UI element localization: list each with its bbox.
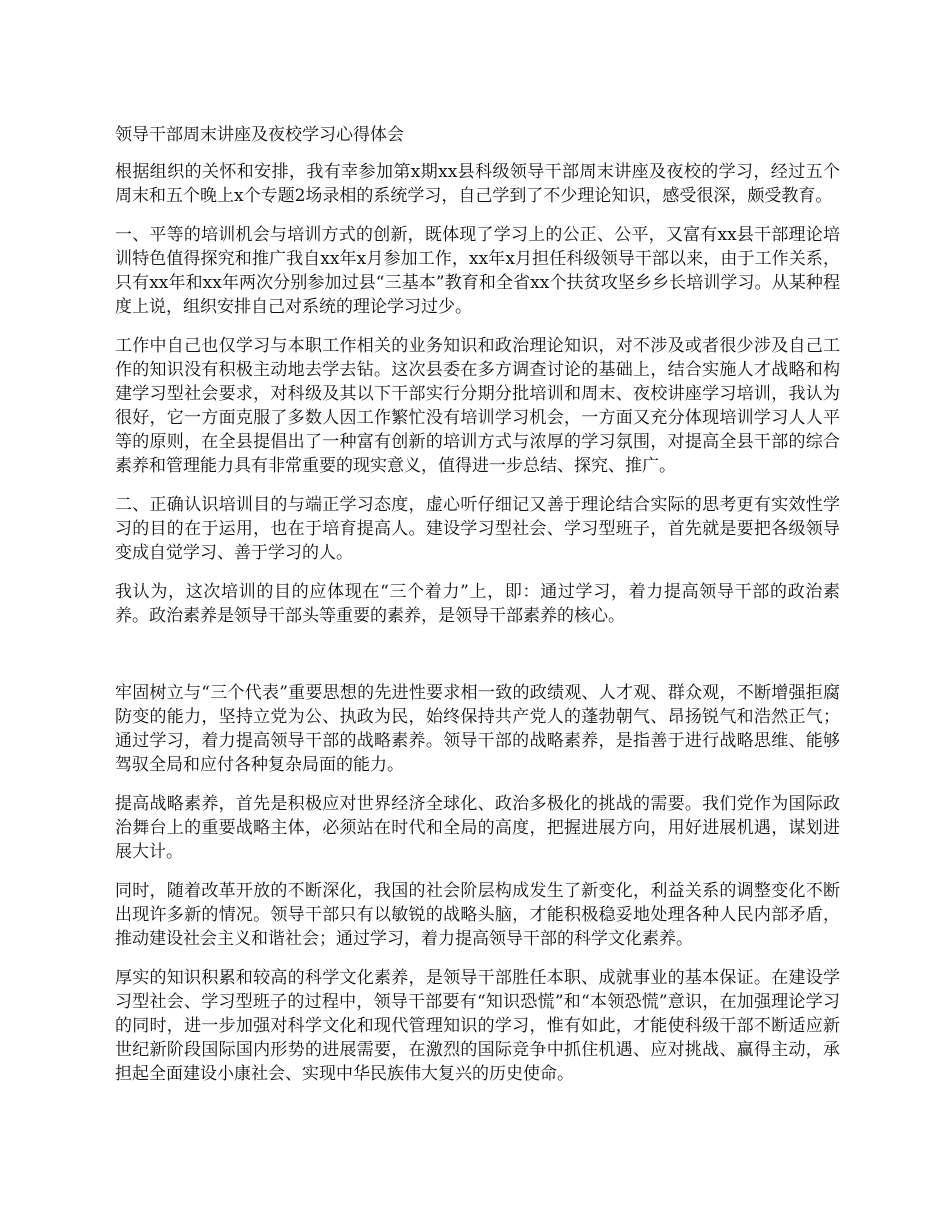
paragraph: 工作中自己也仅学习与本职工作相关的业务知识和政治理论知识，对不涉及或者很少涉及自己工作的知识没有积极主动地去学去钻。这次县委在多方调查讨论的基础上，结合实施人才战略和构建学习型社会要求，对科级及其以下干部实行分期分批培训和周末、夜校讲座学习培训，我认为很好，它一方面克服了多数人因工作繁忙没有培训学习机会，一方面又充分体现培训学习人人平等的原则，在全县提倡出了一种富有创新的培训方式与浓厚的学习氛围，对提高全县干部的综合素养和管理能力具有非常重要的现实意义，值得进一步总结、探究、推广。: [115, 336, 840, 476]
paragraph: 根据组织的关怀和安排，我有幸参加第x期xx县科级领导干部周末讲座及夜校的学习，经过五个周末和五个晚上x个专题2场录相的系统学习，自己学到了不少理论知识，感受很深，颇受教育。: [115, 162, 840, 206]
document-title: 领导干部周末讲座及夜校学习心得体会: [115, 125, 404, 145]
paragraph: 同时，随着改革开放的不断深化，我国的社会阶层构成发生了新变化，利益关系的调整变化不断出现许多新的情况。领导干部只有以敏锐的战略头脑，才能积极稳妥地处理各种人民内部矛盾，推动建设社会主义和谐社会；通过学习，着力提高领导干部的科学文化素养。: [115, 881, 840, 949]
paragraph: 二、正确认识培训目的与端正学习态度，虚心听仔细记又善于理论结合实际的思考更有实效性学习的目的在于运用，也在于培育提高人。建设学习型社会、学习型班子，首先就是要把各级领导变成自觉学习、善于学习的人。: [115, 495, 840, 563]
paragraph: 一、平等的培训机会与培训方式的创新，既体现了学习上的公正、公平，又富有xx县干部理论培训特色值得探究和推广我自xx年x月参加工作，xx年x月担任科级领导干部以来，由于工作关系，只有xx年和xx年两次分别参加过县“三基本”教育和全省xx个扶贫攻坚乡乡长培训学习。从某种程度上说，组织安排自己对系统的理论学习过少。: [115, 225, 840, 317]
section-gap: [115, 643, 840, 681]
paragraph: 牢固树立与“三个代表”重要思想的先进性要求相一致的政绩观、人才观、群众观，不断增强拒腐防变的能力，坚持立党为公、执政为民，始终保持共产党人的蓬勃朝气、昂扬锐气和浩然正气；通过学习，着力提高领导干部的战略素养。领导干部的战略素养，是指善于进行战略思维、能够驾驭全局和应付各种复杂局面的能力。: [115, 683, 840, 775]
paragraph: 我认为，这次培训的目的应体现在“三个着力”上，即：通过学习，着力提高领导干部的政治素养。政治素养是领导干部头等重要的素养，是领导干部素养的核心。: [115, 582, 840, 626]
paragraph: 厚实的知识积累和较高的科学文化素养，是领导干部胜任本职、成就事业的基本保证。在建设学习型社会、学习型班子的过程中，领导干部要有“知识恐慌”和“本领恐慌”意识，在加强理论学习的同时，进一步加强对科学文化和现代管理知识的学习，惟有如此，才能使科级干部不断适应新世纪新阶段国际国内形势的进展需要，在激烈的国际竞争中抓住机遇、应对挑战、赢得主动，承担起全面建设小康社会、实现中华民族伟大复兴的历史使命。: [115, 968, 840, 1084]
document-page: [115, 123, 840, 1101]
paragraph: 提高战略素养，首先是积极应对世界经济全球化、政治多极化的挑战的需要。我们党作为国际政治舞台上的重要战略主体，必须站在时代和全局的高度，把握进展方向，用好进展机遇，谋划进展大计。: [115, 794, 840, 862]
